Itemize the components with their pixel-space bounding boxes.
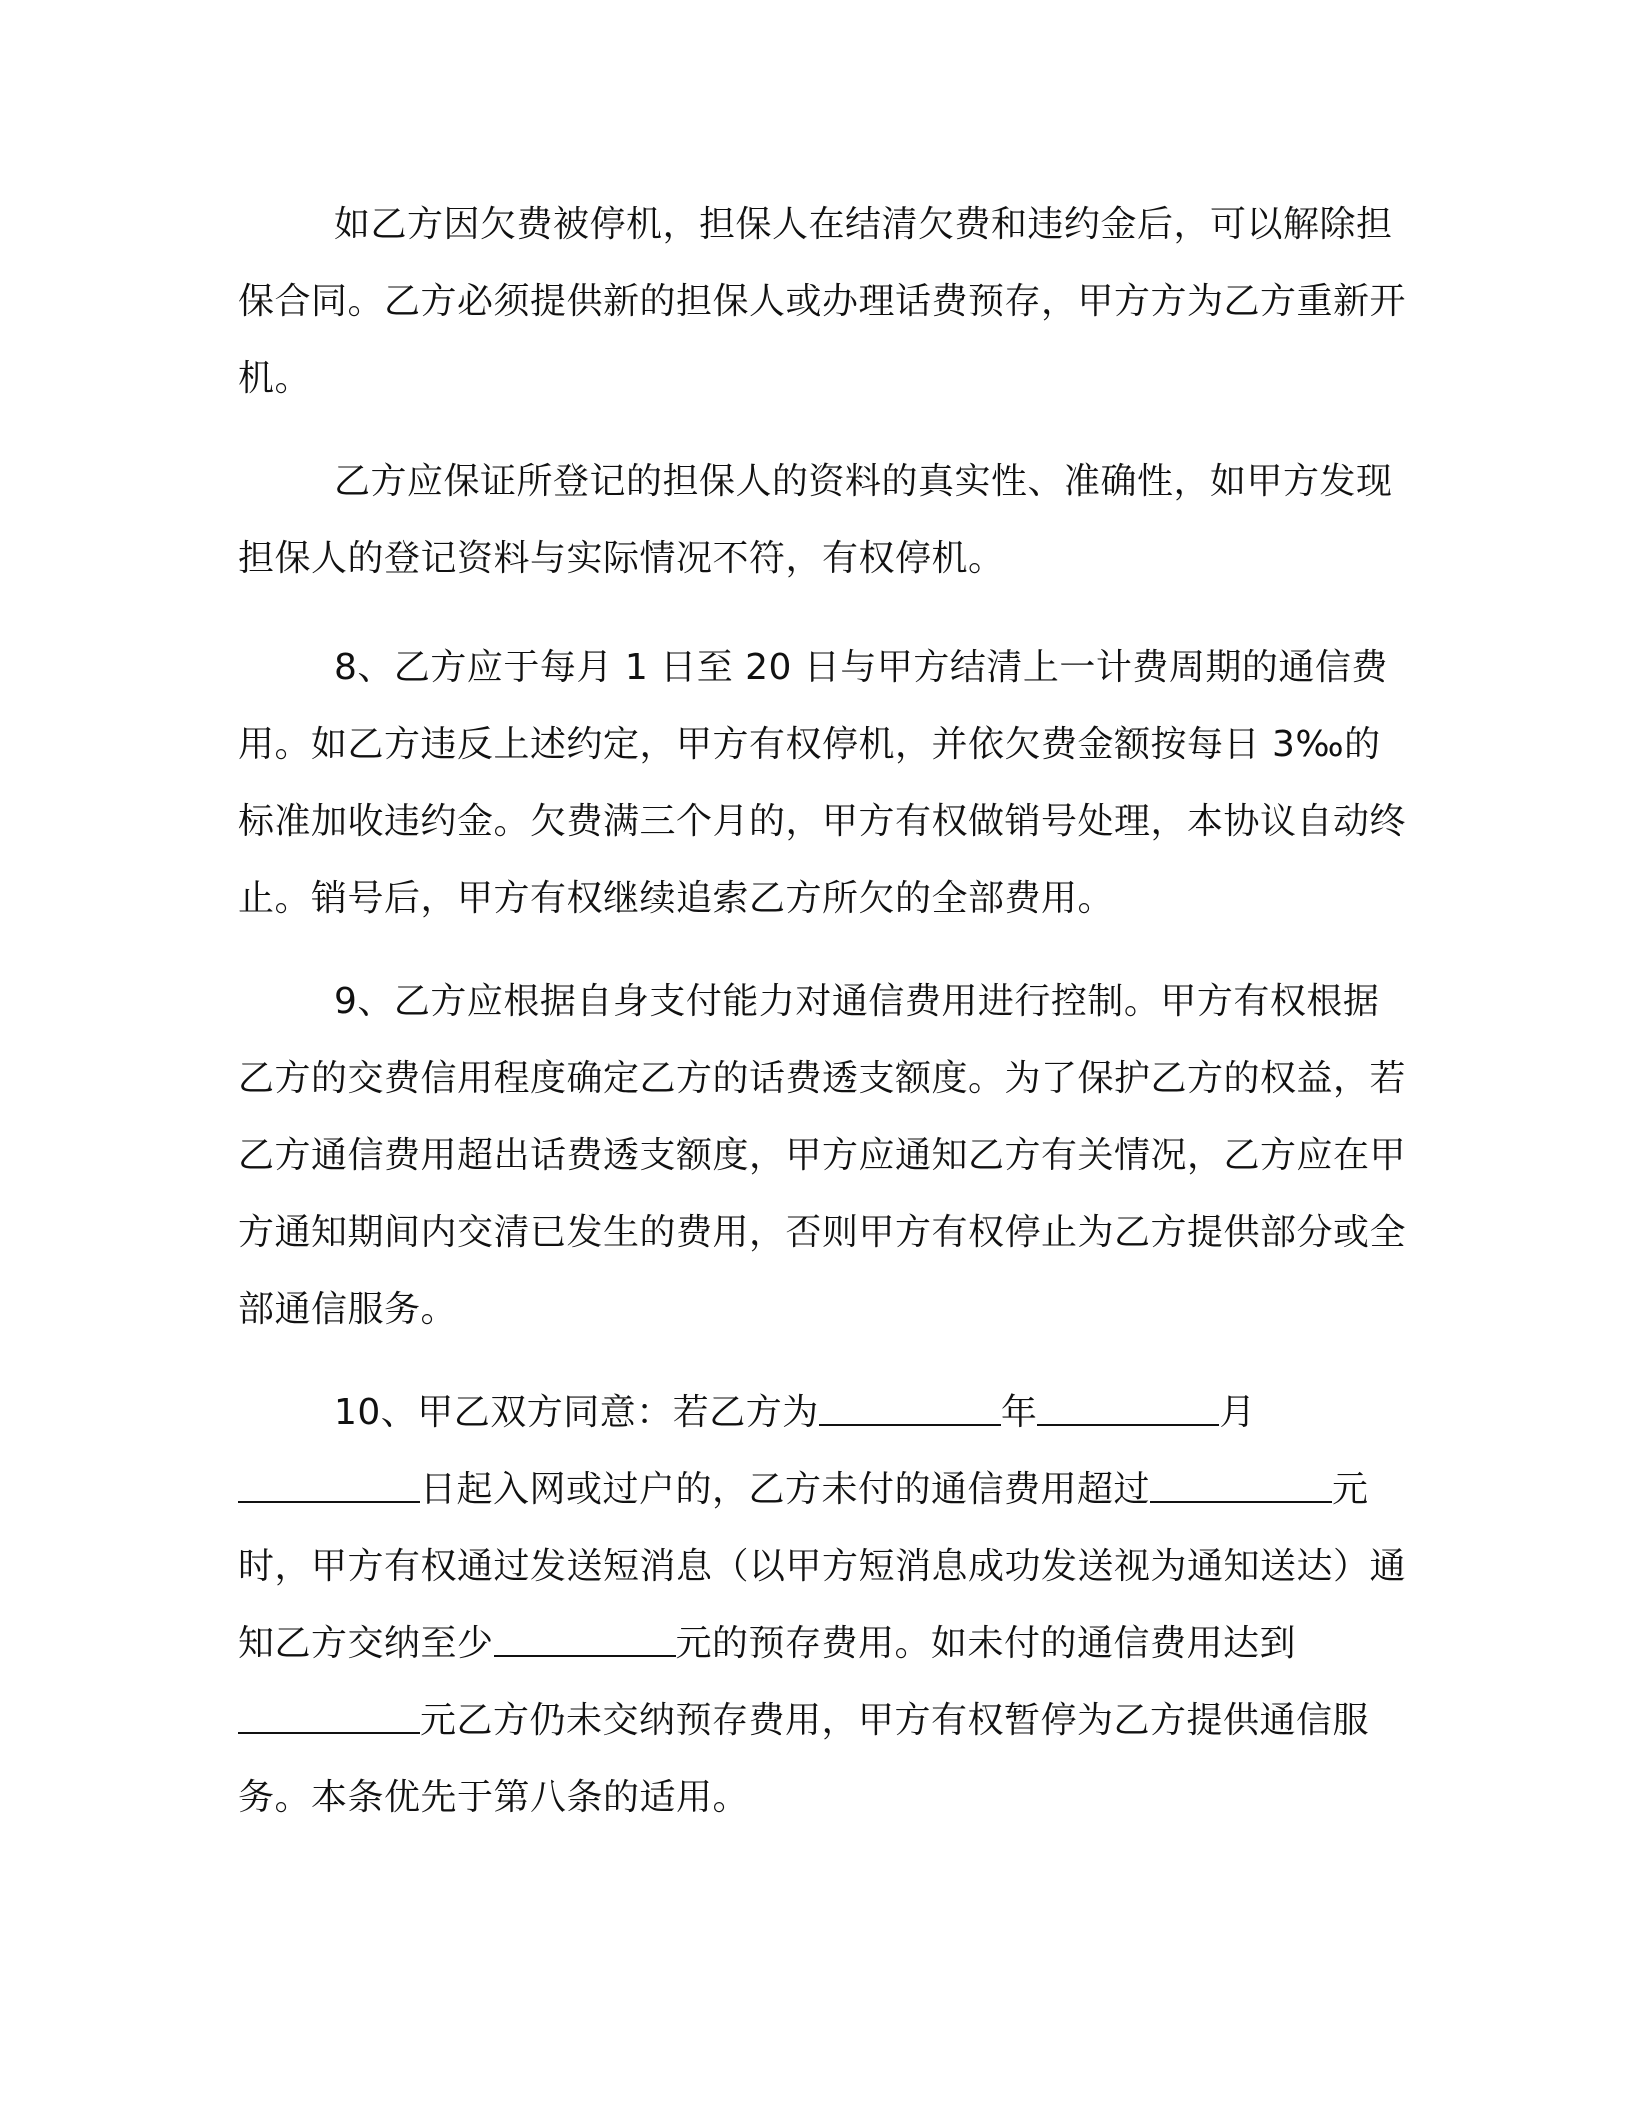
clause-10-text-notice: 元时，甲方有权通过发送短消息（以甲方短消息成功发送视为通知送达）通知乙方交纳至少	[238, 1469, 1407, 1664]
paragraph-spacer	[238, 1348, 1406, 1374]
day-blank	[238, 1471, 420, 1503]
threshold-amount-blank	[1150, 1471, 1332, 1503]
paragraph-spacer	[238, 597, 1406, 629]
year-blank	[819, 1394, 1001, 1426]
clause-10-text-prepay: 元的预存费用。如未付的通信费用达到	[675, 1623, 1297, 1664]
clause-10-text-day: 日起入网或过户的，乙方未付的通信费用超过	[420, 1469, 1151, 1510]
clause-10-paragraph	[238, 1374, 1406, 1836]
clause-8-paragraph: 8、乙方应于每月 1 日至 20 日与甲方结清上一计费周期的通信费用。如乙方违反上述约定，甲方有权停机，并依欠费金额按每日 3‰的标准加收违约金。欠费满三个月的，甲方有权做销号处理，本协议自动终止。销号后，甲方有权继续追索乙方所欠的全部费用。	[238, 647, 1407, 919]
prepay-amount-blank	[494, 1625, 676, 1657]
clause-10-text-month: 月	[1219, 1392, 1256, 1433]
clause-9-paragraph: 9、乙方应根据自身支付能力对通信费用进行控制。甲方有权根据乙方的交费信用程度确定乙方的话费透支额度。为了保护乙方的权益，若乙方通信费用超出话费透支额度，甲方应通知乙方有关情况，乙方应在甲方通知期间内交清已发生的费用，否则甲方有权停止为乙方提供部分或全部通信服务。	[238, 981, 1407, 1330]
paragraph-guarantor-info: 乙方应保证所登记的担保人的资料的真实性、准确性，如甲方发现担保人的登记资料与实际情况不符，有权停机。	[238, 461, 1393, 579]
month-blank	[1037, 1394, 1219, 1426]
paragraph-spacer	[238, 937, 1406, 963]
paragraph-spacer	[238, 417, 1406, 443]
document-body	[238, 186, 1406, 1836]
paragraph-guarantor-release: 如乙方因欠费被停机，担保人在结清欠费和违约金后，可以解除担保合同。乙方必须提供新的担保人或办理话费预存，甲方方为乙方重新开机。	[238, 204, 1407, 399]
clause-10-text-suspend: 元乙方仍未交纳预存费用，甲方有权暂停为乙方提供通信服务。本条优先于第八条的适用。	[238, 1700, 1370, 1818]
clause-10-text-intro: 10、甲乙双方同意：若乙方为	[334, 1392, 819, 1433]
suspend-amount-blank	[238, 1702, 420, 1734]
clause-10-text-year: 年	[1000, 1392, 1038, 1433]
